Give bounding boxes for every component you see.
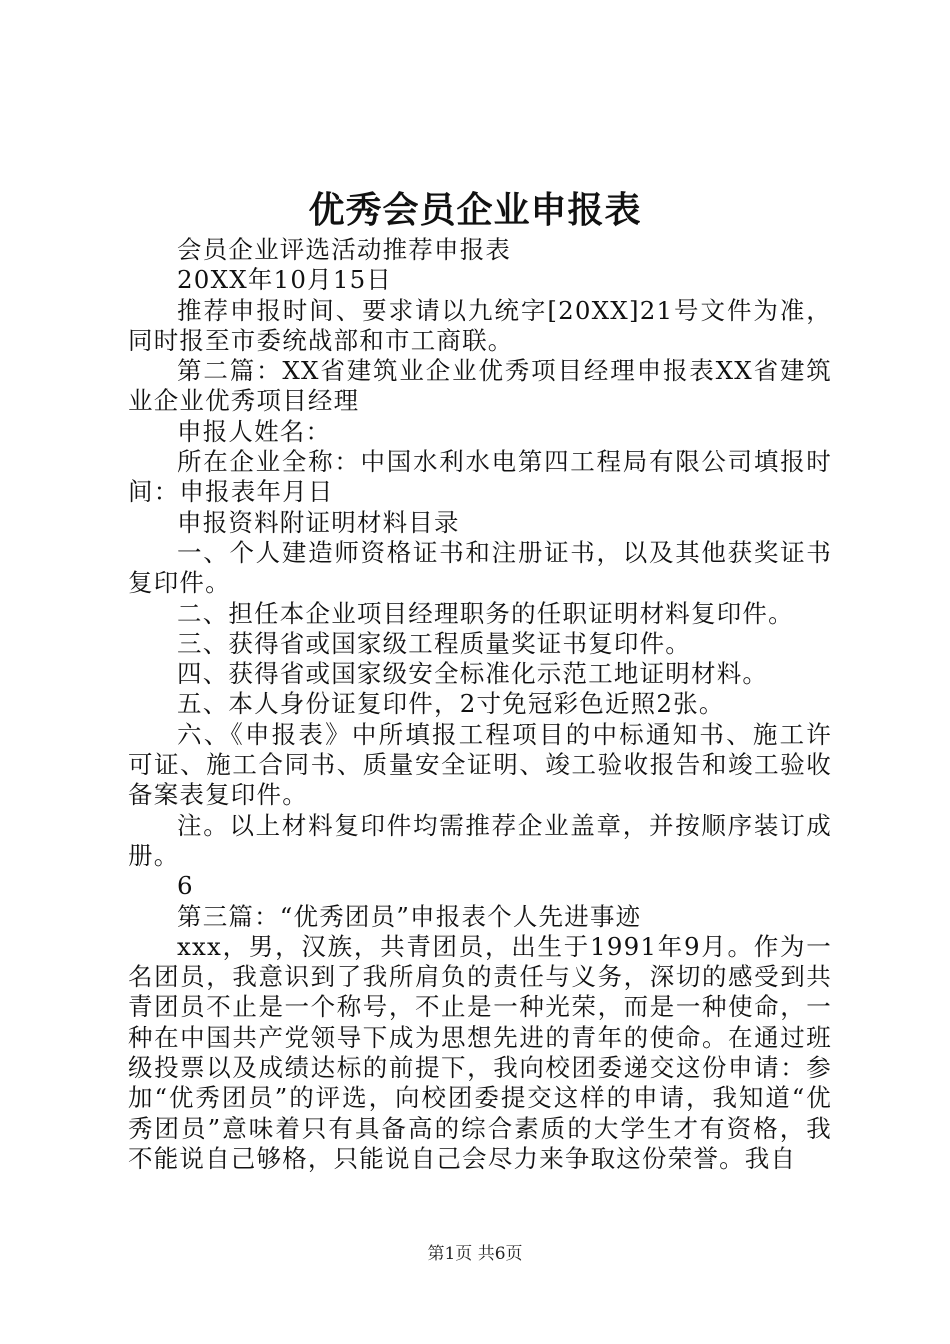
paragraph: 五、本人身份证复印件，2寸免冠彩色近照2张。 bbox=[177, 689, 725, 719]
paragraph: 六、《申报表》中所填报工程项目的中标通知书、施工许可证、施工合同书、质量安全证明、竣工验收报告和竣工验收备案表复印件。 bbox=[128, 719, 832, 810]
paragraph: 二、担任本企业项目经理职务的任职证明材料复印件。 bbox=[177, 598, 794, 628]
document-body bbox=[128, 235, 832, 1174]
paragraph: 三、获得省或国家级工程质量奖证书复印件。 bbox=[177, 628, 691, 658]
paragraph: 注。以上材料复印件均需推荐企业盖章，并按顺序装订成册。 bbox=[128, 810, 832, 870]
paragraph: 第三篇：“优秀团员”申报表个人先进事迹 bbox=[177, 901, 642, 931]
paragraph: 申报人姓名： bbox=[177, 416, 332, 446]
paragraph: xxx，男，汉族，共青团员，出生于1991年9月。作为一名团员，我意识到了我所肩负的责任与义务，深切的感受到共青团员不止是一个称号，不止是一种光荣，而是一种使命，一种在中国共产党领导下成为思想先进的青年的使命。在通过班级投票以及成绩达标的前提下，我向校团委递交这份申请：参加“优秀团员”的评选，向校团委提交这样的申请，我知道“优秀团员”意味着只有具备高的综合素质的大学生才有资格，我不能说自己够格，只能说自己会尽力来争取这份荣誉。我自 bbox=[128, 931, 832, 1173]
paragraph: 20XX年10月15日 bbox=[177, 265, 393, 295]
paragraph: 一、个人建造师资格证书和注册证书，以及其他获奖证书复印件。 bbox=[128, 537, 832, 598]
paragraph: 四、获得省或国家级安全标准化示范工地证明材料。 bbox=[177, 659, 769, 689]
page-footer: 第1页 共6页 bbox=[427, 1244, 523, 1264]
paragraph: 第二篇：XX省建筑业企业优秀项目经理申报表XX省建筑业企业优秀项目经理 bbox=[128, 356, 832, 416]
paragraph: 所在企业全称：中国水利水电第四工程局有限公司填报时间：申报表年月日 bbox=[128, 447, 832, 507]
paragraph: 6 bbox=[177, 871, 194, 901]
paragraph: 申报资料附证明材料目录 bbox=[177, 507, 460, 537]
paragraph: 推荐申报时间、要求请以九统字[20XX]21号文件为准，同时报至市委统战部和市工商联。 bbox=[128, 295, 832, 355]
paragraph: 会员企业评选活动推荐申报表 bbox=[177, 235, 512, 264]
page-title: 优秀会员企业申报表 bbox=[308, 189, 642, 231]
